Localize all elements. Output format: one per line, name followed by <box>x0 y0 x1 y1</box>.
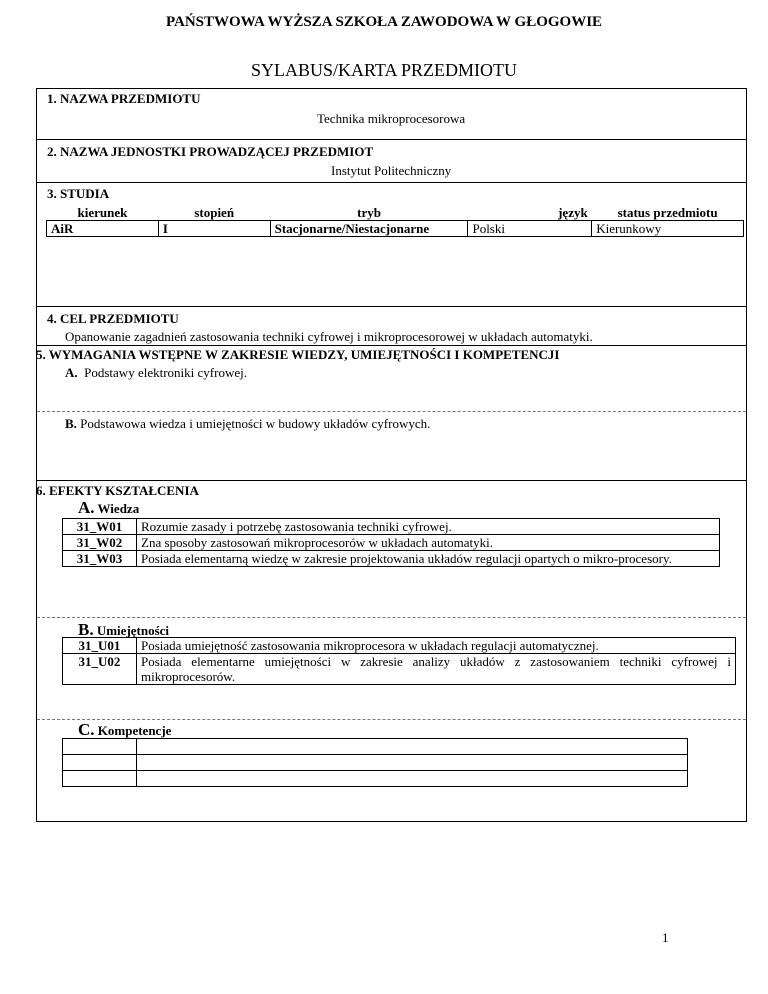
effect-code: 31_W03 <box>63 551 137 567</box>
empty-cell <box>63 771 137 787</box>
umiejetnosci-letter: B. <box>78 620 94 639</box>
header-kierunek: kierunek <box>47 205 159 221</box>
table-row <box>63 771 688 787</box>
effect-text: Zna sposoby zastosowań mikroprocesorów w układach automatyki. <box>137 535 720 551</box>
cell-jezyk: Polski <box>468 221 592 237</box>
course-goal: Opanowanie zagadnień zastosowania techniki cyfrowej i mikroprocesorowej w układach automatyki. <box>65 329 593 344</box>
university-name: PAŃSTWOWA WYŻSZA SZKOŁA ZAWODOWA W GŁOGOWIE <box>165 14 603 30</box>
header-tryb: tryb <box>270 205 468 221</box>
table-row <box>63 755 688 771</box>
syllabus-frame <box>36 88 747 822</box>
studies-table <box>46 205 744 237</box>
effect-text: Posiada elementarną wiedzę w zakresie projektowania układów regulacji opartych o mikro-procesory. <box>137 551 720 567</box>
course-name: Technika mikroprocesorowa <box>317 111 466 126</box>
cell-status: Kierunkowy <box>592 221 744 237</box>
section-2-label: 2. NAZWA JEDNOSTKI PROWADZĄCEJ PRZEDMIOT <box>47 144 374 159</box>
table-row <box>63 551 720 567</box>
table-row <box>63 654 736 685</box>
table-row <box>63 739 688 755</box>
prereq-b-text: Podstawowa wiedza i umiejętności w budowy układów cyfrowych. <box>80 416 431 431</box>
effect-code: 31_U02 <box>63 654 137 685</box>
table-row <box>63 519 720 535</box>
wiedza-title: Wiedza <box>97 501 140 516</box>
divider <box>37 480 746 481</box>
wiedza-letter: A. <box>78 498 95 517</box>
umiejetnosci-table <box>62 637 736 685</box>
page-number: 1 <box>662 930 669 945</box>
prereq-a-text: Podstawy elektroniki cyfrowej. <box>84 365 247 380</box>
studies-row <box>47 221 744 237</box>
effect-code: 31_W01 <box>63 519 137 535</box>
section-4-label: 4. CEL PRZEDMIOTU <box>47 311 179 326</box>
wiedza-table <box>62 518 720 567</box>
divider <box>37 345 746 346</box>
divider <box>37 306 746 307</box>
kompetencje-title: Kompetencje <box>97 723 172 738</box>
divider <box>37 139 746 140</box>
kompetencje-letter: C. <box>78 720 95 739</box>
section-3-label: 3. STUDIA <box>47 186 110 201</box>
table-row <box>63 638 736 654</box>
header-stopien: stopień <box>158 205 270 221</box>
empty-cell <box>63 739 137 755</box>
empty-cell <box>137 755 688 771</box>
wiedza-heading <box>78 498 139 518</box>
cell-kierunek: AiR <box>47 221 159 237</box>
studies-header-row <box>47 205 744 221</box>
unit-name: Instytut Politechniczny <box>331 163 452 178</box>
dashed-divider <box>37 411 746 412</box>
effect-code: 31_W02 <box>63 535 137 551</box>
section-5-label: 5. WYMAGANIA WSTĘPNE W ZAKRESIE WIEDZY, UMIEJĘTNOŚCI I KOMPETENCJI <box>36 347 560 362</box>
header-status: status przedmiotu <box>592 205 744 221</box>
section-6-label: 6. EFEKTY KSZTAŁCENIA <box>36 483 199 498</box>
document-title: SYLABUS/KARTA PRZEDMIOTU <box>250 60 517 80</box>
effect-text: Posiada elementarne umiejętności w zakresie analizy układów z zastosowaniem techniki cyfrowej i mikroprocesorów. <box>137 654 736 685</box>
divider <box>37 182 746 183</box>
header-jezyk: język <box>468 205 592 221</box>
prereq-a-letter: A. <box>65 365 78 380</box>
prereq-b-letter: B. <box>65 416 77 431</box>
effect-text: Rozumie zasady i potrzebę zastosowania techniki cyfrowej. <box>137 519 720 535</box>
empty-cell <box>63 755 137 771</box>
empty-cell <box>137 771 688 787</box>
empty-cell <box>137 739 688 755</box>
table-row <box>63 535 720 551</box>
prereq-b <box>65 416 430 432</box>
effect-text: Posiada umiejętność zastosowania mikroprocesora w układach regulacji automatycznej. <box>137 638 736 654</box>
effect-code: 31_U01 <box>63 638 137 654</box>
cell-stopien: I <box>158 221 270 237</box>
kompetencje-table <box>62 738 688 787</box>
kompetencje-heading <box>78 720 171 740</box>
dashed-divider <box>37 617 746 618</box>
prereq-a <box>65 365 247 381</box>
cell-tryb: Stacjonarne/Niestacjonarne <box>270 221 468 237</box>
section-1-label: 1. NAZWA PRZEDMIOTU <box>47 91 201 106</box>
umiejetnosci-title: Umiejętności <box>96 623 170 638</box>
